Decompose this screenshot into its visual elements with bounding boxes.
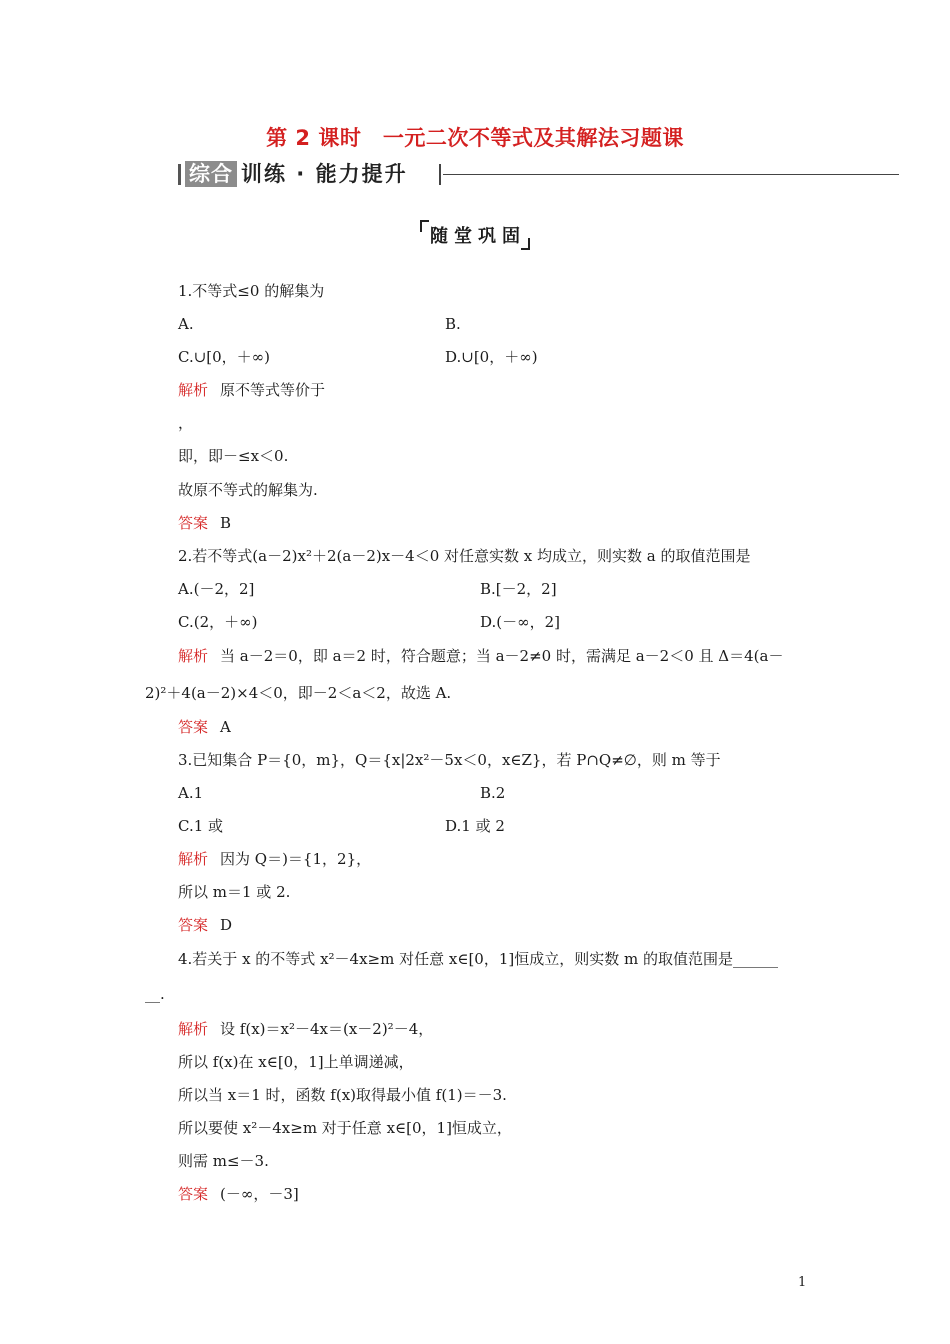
q4-analysis-line-4: 则需 m≤－3. [178, 1152, 269, 1170]
q3-option-b: B.2 [480, 784, 506, 802]
q2-stem: 2.若不等式(a－2)x²＋2(a－2)x－4＜0 对任意实数 x 均成立，则实数 a 的取值范围是 [178, 547, 751, 565]
q3-analysis [178, 848, 371, 870]
q4-stem: 4.若关于 x 的不等式 x²－4x≥m 对任意 x∈[0，1]恒成立，则实数 m 的取值范围是______ [178, 950, 778, 968]
q2-option-a: A.(－2，2] [178, 580, 255, 598]
q1-stem: 1.不等式≤0 的解集为 [178, 282, 325, 300]
banner-text: 训练 · 能力提升 [241, 162, 408, 186]
q2-analysis [178, 645, 783, 667]
q4-answer-value: (－∞，－3] [220, 1185, 299, 1203]
q1-analysis-label: 解析 [178, 381, 209, 399]
q2-option-b: B.[－2，2] [480, 580, 557, 598]
q3-answer-value: D [220, 916, 233, 934]
q4-analysis-line-3: 所以要使 x²－4x≥m 对于任意 x∈[0，1]恒成立， [178, 1119, 512, 1137]
q1-analysis-line-1: ， [178, 414, 194, 432]
q2-analysis-line-1: 2)²＋4(a－2)×4＜0，即－2＜a＜2，故选 A. [145, 684, 452, 702]
banner-rule [443, 174, 899, 175]
q1-analysis-line-3: 故原不等式的解集为. [178, 481, 318, 499]
banner-bar [178, 164, 181, 185]
banner-box-label: 综合 [185, 161, 237, 187]
section-heading [0, 220, 950, 250]
section-banner [178, 158, 723, 190]
q2-answer [178, 716, 231, 738]
q2-option-c: C.(2，＋∞) [178, 613, 258, 631]
q1-option-d: D.∪[0，＋∞) [445, 348, 538, 366]
q4-stem-continued: __. [145, 985, 165, 1003]
q3-analysis-text: 因为 Q＝)＝{1，2}， [220, 850, 372, 868]
q2-analysis-text: 当 a－2＝0，即 a＝2 时，符合题意；当 a－2≠0 时，需满足 a－2＜0 且 Δ＝4(a－ [220, 647, 784, 665]
q4-analysis-label: 解析 [178, 1020, 209, 1038]
banner-end-bar [439, 164, 441, 185]
q4-analysis-text: 设 f(x)＝x²－4x＝(x－2)²－4， [220, 1020, 434, 1038]
q3-analysis-line-1: 所以 m＝1 或 2. [178, 883, 291, 901]
q3-option-a: A.1 [178, 784, 204, 802]
q2-answer-label: 答案 [178, 718, 209, 736]
q4-analysis [178, 1018, 433, 1040]
q4-answer [178, 1183, 299, 1205]
q1-answer-value: B [220, 514, 232, 532]
q1-answer [178, 512, 231, 534]
q4-analysis-line-1: 所以 f(x)在 x∈[0，1]上单调递减， [178, 1053, 414, 1071]
q3-answer [178, 914, 232, 936]
q1-analysis-text: 原不等式等价于 [220, 381, 326, 399]
q1-analysis-line-2: 即，即－≤x＜0. [178, 447, 289, 465]
q1-option-b: B. [445, 315, 461, 333]
q4-answer-label: 答案 [178, 1185, 209, 1203]
q2-answer-value: A [220, 718, 231, 736]
q3-answer-label: 答案 [178, 916, 209, 934]
page-number: 1 [798, 1275, 807, 1290]
q2-analysis-label: 解析 [178, 647, 209, 665]
q1-option-a: A. [178, 315, 194, 333]
q1-analysis [178, 379, 325, 401]
q1-option-c: C.∪[0，＋∞) [178, 348, 271, 366]
q2-option-d: D.(－∞，2] [480, 613, 561, 631]
section-heading-text: 随堂巩固 [420, 220, 530, 250]
q4-analysis-line-2: 所以当 x＝1 时，函数 f(x)取得最小值 f(1)＝－3. [178, 1086, 507, 1104]
q3-option-c: C.1 或 [178, 817, 224, 835]
q3-analysis-label: 解析 [178, 850, 209, 868]
q1-answer-label: 答案 [178, 514, 209, 532]
page-title: 第 2 课时 一元二次不等式及其解法习题课 [266, 126, 684, 150]
q3-stem: 3.已知集合 P＝{0，m}，Q＝{x|2x²－5x＜0，x∈Z}，若 P∩Q≠∅，则 m 等于 [178, 751, 721, 769]
q3-option-d: D.1 或 2 [445, 817, 505, 835]
